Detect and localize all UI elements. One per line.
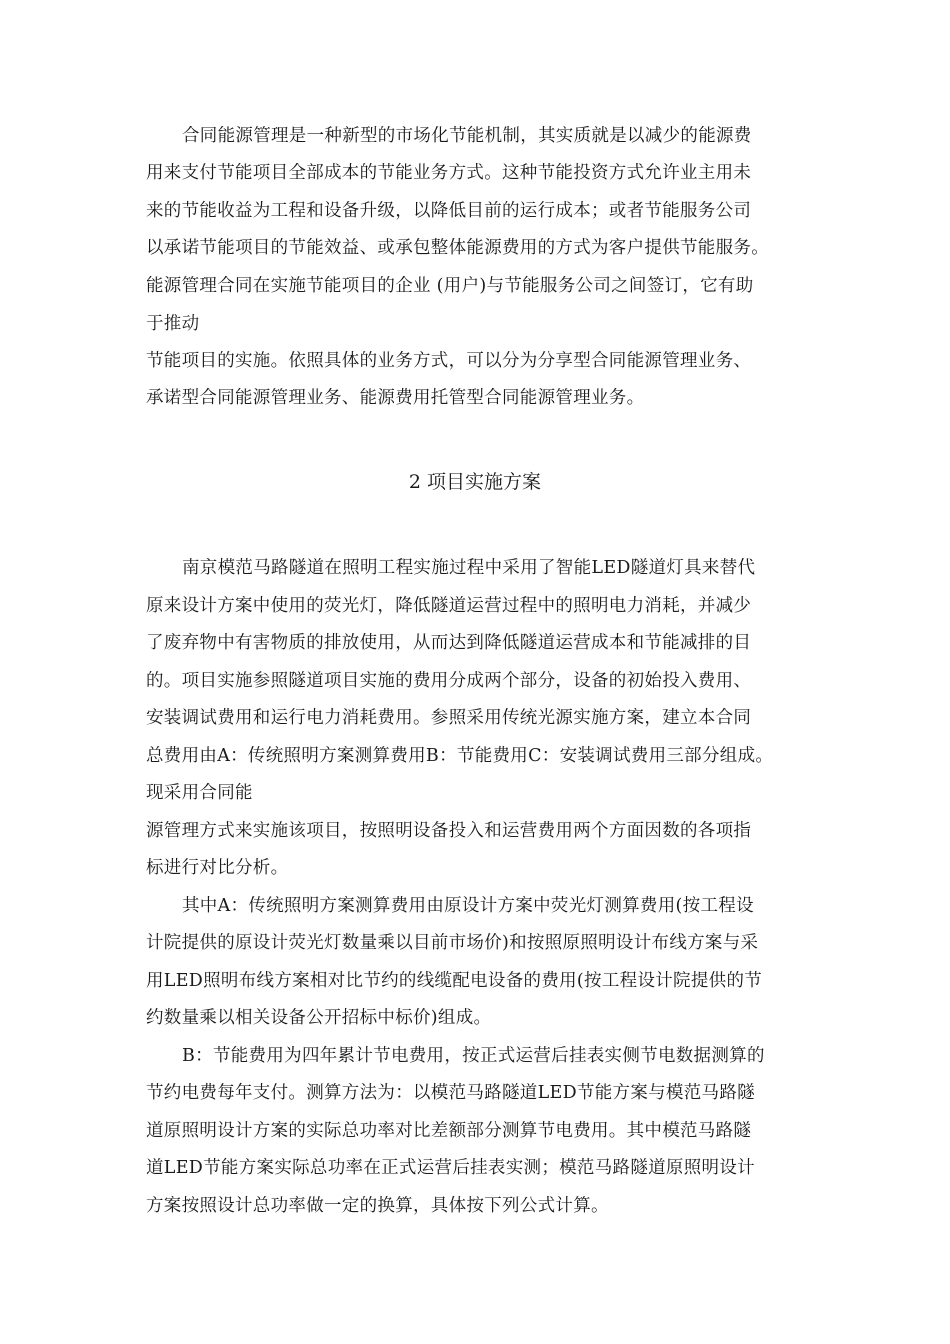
paragraph-line: 节约电费每年支付。测算方法为：以模范马路隧道LED节能方案与模范马路隧 bbox=[146, 1083, 755, 1103]
paragraph-line: 能源管理合同在实施节能项目的企业 (用户)与节能服务公司之间签订，它有助 bbox=[146, 276, 754, 296]
paragraph-line: 总费用由A：传统照明方案测算费用B：节能费用C：安装调试费用三部分组成。 bbox=[146, 746, 774, 766]
paragraph-line: 南京模范马路隧道在照明工程实施过程中采用了智能LED隧道灯具来替代 bbox=[182, 558, 756, 578]
paragraph-line: 来的节能收益为工程和设备升级，以降低目前的运行成本；或者节能服务公司 bbox=[146, 201, 752, 221]
paragraph-line: 用LED照明布线方案相对比节约的线缆配电设备的费用(按工程设计院提供的节 bbox=[146, 971, 763, 991]
paragraph-line: 承诺型合同能源管理业务、能源费用托管型合同能源管理业务。 bbox=[146, 388, 645, 408]
paragraph-line: 以承诺节能项目的节能效益、或承包整体能源费用的方式为客户提供节能服务。 bbox=[146, 238, 769, 258]
paragraph-line: 道原照明设计方案的实际总功率对比差额部分测算节电费用。其中模范马路隧 bbox=[146, 1121, 752, 1141]
paragraph-line: 计院提供的原设计荧光灯数量乘以目前市场价)和按照原照明设计布线方案与采 bbox=[146, 933, 759, 953]
paragraph-line: 标进行对比分析。 bbox=[146, 858, 289, 878]
paragraph-line: 其中A：传统照明方案测算费用由原设计方案中荧光灯测算费用(按工程设 bbox=[182, 896, 754, 916]
paragraph-line: B：节能费用为四年累计节电费用，按正式运营后挂表实侧节电数据测算的 bbox=[182, 1046, 765, 1066]
paragraph-line: 于推动 bbox=[146, 314, 200, 334]
paragraph-line: 约数量乘以相关设备公开招标中标价)组成。 bbox=[146, 1008, 492, 1028]
paragraph-line: 原来设计方案中使用的荧光灯，降低隧道运营过程中的照明电力消耗，并减少 bbox=[146, 596, 752, 616]
paragraph-line: 道LED节能方案实际总功率在正式运营后挂表实测；模范马路隧道原照明设计 bbox=[146, 1158, 755, 1178]
paragraph-line: 节能项目的实施。依照具体的业务方式，可以分为分享型合同能源管理业务、 bbox=[146, 351, 752, 371]
paragraph-line: 合同能源管理是一种新型的市场化节能机制，其实质就是以减少的能源费 bbox=[182, 126, 752, 146]
paragraph-line: 现采用合同能 bbox=[146, 783, 253, 803]
paragraph-line: 源管理方式来实施该项目，按照明设备投入和运营费用两个方面因数的各项指 bbox=[146, 821, 752, 841]
paragraph-line: 的。项目实施参照隧道项目实施的费用分成两个部分，设备的初始投入费用、 bbox=[146, 671, 752, 691]
paragraph-line: 用来支付节能项目全部成本的节能业务方式。这种节能投资方式允许业主用未 bbox=[146, 163, 752, 183]
paragraph-line: 方案按照设计总功率做一定的换算，具体按下列公式计算。 bbox=[146, 1196, 609, 1216]
paragraph-line: 了废弃物中有害物质的排放使用，从而达到降低隧道运营成本和节能减排的目 bbox=[146, 633, 752, 653]
section-heading: 2 项目实施方案 bbox=[408, 471, 542, 493]
paragraph-line: 安装调试费用和运行电力消耗费用。参照采用传统光源实施方案，建立本合同 bbox=[146, 708, 752, 728]
